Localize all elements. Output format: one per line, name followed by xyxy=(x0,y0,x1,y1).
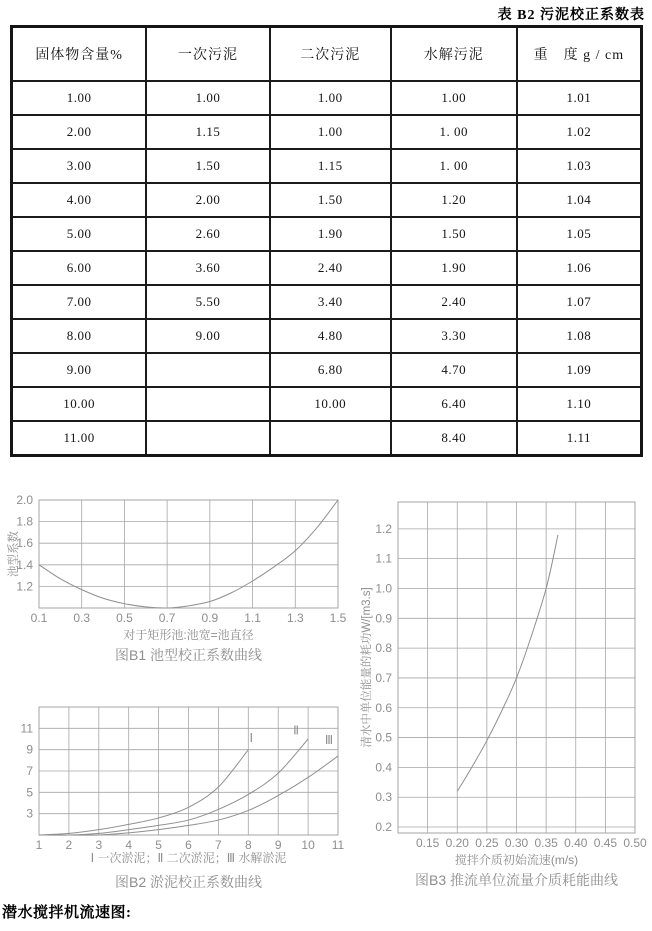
table-cell: 9.00 xyxy=(12,353,147,387)
y-tick-label: 0.9 xyxy=(375,611,392,626)
x-tick-label: 1.5 xyxy=(329,611,347,625)
x-tick-label: 8 xyxy=(244,838,252,852)
x-tick-label: 0.20 xyxy=(445,836,469,850)
table-cell: 2.60 xyxy=(146,217,269,251)
curve-label: Ⅱ xyxy=(293,723,300,738)
x-tick-label: 0.15 xyxy=(415,836,440,850)
table-row xyxy=(12,285,642,319)
y-tick-label: 0.5 xyxy=(375,730,392,745)
table-cell: 8.00 xyxy=(12,319,147,353)
table-cell: 11.00 xyxy=(12,421,147,456)
table-cell: 6.40 xyxy=(391,387,517,421)
col-header-hydrolyzed-sludge: 水解污泥 xyxy=(391,27,517,82)
table-cell: 1.00 xyxy=(391,81,517,115)
data-curve xyxy=(457,535,558,791)
table-cell: 9.00 xyxy=(146,319,269,353)
table-cell: 2.40 xyxy=(391,285,517,319)
data-curve xyxy=(39,739,308,835)
x-tick-label: 11 xyxy=(331,838,345,852)
x-tick-label: 0.5 xyxy=(116,611,133,625)
table-cell: 1.00 xyxy=(12,81,147,115)
table-cell: 6.80 xyxy=(270,353,391,387)
table-cell: 1.00 xyxy=(146,81,269,115)
table-cell: 1.03 xyxy=(517,149,642,183)
x-tick-label: 0.40 xyxy=(564,836,588,850)
x-tick-label: 3 xyxy=(95,838,103,852)
table-cell: 3.30 xyxy=(391,319,517,353)
chart-b3-energy-consumption-figure xyxy=(358,494,652,896)
table-row xyxy=(12,353,642,387)
table-cell: 1.50 xyxy=(391,217,517,251)
table-cell xyxy=(146,387,269,421)
table-header-row xyxy=(12,27,642,82)
table-cell: 1.11 xyxy=(517,421,642,456)
table-cell: 1.04 xyxy=(517,183,642,217)
footer-caption: 潜水搅拌机流速图: xyxy=(2,905,132,921)
table-cell: 1.00 xyxy=(270,81,391,115)
x-tick-label: 1.3 xyxy=(286,611,304,625)
table-cell: 4.70 xyxy=(391,353,517,387)
table-row xyxy=(12,251,642,285)
table-cell: 8.40 xyxy=(391,421,517,456)
col-header-density: 重 度 g / cm xyxy=(517,27,642,82)
table-cell: 4.00 xyxy=(12,183,147,217)
table-cell: 1.20 xyxy=(391,183,517,217)
table-cell: 1.50 xyxy=(146,149,269,183)
x-tick-label: 0.9 xyxy=(201,611,219,625)
table-row xyxy=(12,183,642,217)
x-tick-label: 7 xyxy=(215,838,222,852)
chart-caption: 图B2 淤泥校正系数曲线 xyxy=(114,874,263,890)
table-cell xyxy=(146,421,269,456)
x-axis-label: 对于矩形池:池宽=池直径 xyxy=(123,628,254,642)
chart-caption: 图B3 推流单位流量介质耗能曲线 xyxy=(414,872,619,888)
y-tick-label: 1.8 xyxy=(16,514,33,529)
table-cell: 1.02 xyxy=(517,115,642,149)
y-tick-label: 1.0 xyxy=(375,581,392,596)
table-cell: 7.00 xyxy=(12,285,147,319)
y-tick-label: 0.4 xyxy=(375,760,392,775)
y-tick-label: 9 xyxy=(26,742,33,757)
y-tick-label: 7 xyxy=(26,764,33,778)
y-tick-label: 1.4 xyxy=(16,557,33,572)
y-tick-label: 0.6 xyxy=(375,700,392,715)
chart-caption: 图B1 池型校正系数曲线 xyxy=(114,647,263,663)
x-tick-label: 0.25 xyxy=(475,836,499,850)
table-title: 表 B2 污泥校正系数表 xyxy=(497,8,645,23)
table-cell: 10.00 xyxy=(270,387,391,421)
y-axis-label: 清水中单位能量的耗功W/[m3.s] xyxy=(361,587,373,748)
table-cell: 1.15 xyxy=(146,115,269,149)
chart-b1-pool-shape-correction-figure xyxy=(0,492,360,677)
table-cell: 2.00 xyxy=(146,183,269,217)
x-tick-label: 5 xyxy=(155,838,162,852)
table-cell: 3.40 xyxy=(270,285,391,319)
plot-border xyxy=(39,500,338,608)
table-cell: 4.80 xyxy=(270,319,391,353)
table-cell xyxy=(146,353,269,387)
y-tick-label: 1.2 xyxy=(16,579,33,594)
table-cell: 2.40 xyxy=(270,251,391,285)
sludge-coefficient-table xyxy=(10,25,643,457)
y-tick-label: 5 xyxy=(26,785,33,800)
x-tick-label: 6 xyxy=(185,838,192,852)
table-cell: 1. 00 xyxy=(391,149,517,183)
curve-label: Ⅲ xyxy=(324,733,334,748)
y-tick-label: 2.0 xyxy=(16,493,33,507)
table-cell: 10.00 xyxy=(12,387,147,421)
table-cell: 1.08 xyxy=(517,319,642,353)
table-cell: 1.10 xyxy=(517,387,642,421)
x-axis-label: 搅拌介质初始流速(m/s) xyxy=(454,853,579,867)
x-tick-label: 0.35 xyxy=(534,836,558,850)
table-cell: 1.90 xyxy=(270,217,391,251)
y-tick-label: 0.3 xyxy=(375,790,392,805)
col-header-primary-sludge: 一次污泥 xyxy=(146,27,269,82)
table-cell: 1.09 xyxy=(517,353,642,387)
table-row xyxy=(12,149,642,183)
x-tick-label: 1 xyxy=(35,838,43,852)
x-tick-label: 0.3 xyxy=(73,611,91,625)
x-tick-label: 2 xyxy=(65,838,73,852)
y-tick-label: 0.7 xyxy=(375,670,392,685)
y-tick-label: 0.2 xyxy=(375,820,392,835)
table-cell: 1.15 xyxy=(270,149,391,183)
y-tick-label: 1.6 xyxy=(16,536,33,551)
table-cell xyxy=(270,421,391,456)
table-cell: 5.50 xyxy=(146,285,269,319)
table-row xyxy=(12,81,642,115)
table-cell: 1.90 xyxy=(391,251,517,285)
table-row xyxy=(12,387,642,421)
table-cell: 1.50 xyxy=(270,183,391,217)
y-axis-label: 池型系数 xyxy=(8,531,20,577)
table-cell: 1.07 xyxy=(517,285,642,319)
table-cell: 1.06 xyxy=(517,251,642,285)
col-header-secondary-sludge: 二次污泥 xyxy=(270,27,391,82)
table-cell: 6.00 xyxy=(12,251,147,285)
x-tick-label: 0.45 xyxy=(593,836,618,850)
table-cell: 1.05 xyxy=(517,217,642,251)
curve-label: Ⅰ xyxy=(249,730,254,745)
table-cell: 1. 00 xyxy=(391,115,517,149)
y-tick-label: 0.8 xyxy=(375,641,392,656)
x-tick-label: 1.1 xyxy=(244,611,261,625)
table-body xyxy=(12,81,642,456)
table-row xyxy=(12,421,642,456)
x-tick-label: 0.7 xyxy=(158,611,176,625)
y-tick-label: 1.2 xyxy=(375,521,392,536)
col-header-solids-content: 固体物含量% xyxy=(12,27,147,82)
x-tick-label: 0.50 xyxy=(623,836,647,850)
table-cell: 3.00 xyxy=(12,149,147,183)
chart-legend: Ⅰ 一次淤泥；Ⅱ 二次淤泥；Ⅲ 水解淤泥 xyxy=(90,851,287,865)
y-tick-label: 11 xyxy=(20,721,33,736)
table-cell: 2.00 xyxy=(12,115,147,149)
x-tick-label: 4 xyxy=(125,838,133,852)
table-row xyxy=(12,217,642,251)
table-cell: 1.01 xyxy=(517,81,642,115)
table-cell: 1.00 xyxy=(270,115,391,149)
x-tick-label: 0.30 xyxy=(504,836,529,850)
table-cell: 5.00 xyxy=(12,217,147,251)
y-tick-label: 1.1 xyxy=(375,551,392,566)
data-curve xyxy=(39,500,338,608)
y-tick-label: 3 xyxy=(26,806,33,821)
table-row xyxy=(12,115,642,149)
table-row xyxy=(12,319,642,353)
x-tick-label: 10 xyxy=(301,838,315,852)
x-tick-label: 9 xyxy=(274,838,282,852)
table-cell: 3.60 xyxy=(146,251,269,285)
chart-b2-sludge-correction-figure xyxy=(0,700,360,900)
x-tick-label: 0.1 xyxy=(30,611,48,625)
